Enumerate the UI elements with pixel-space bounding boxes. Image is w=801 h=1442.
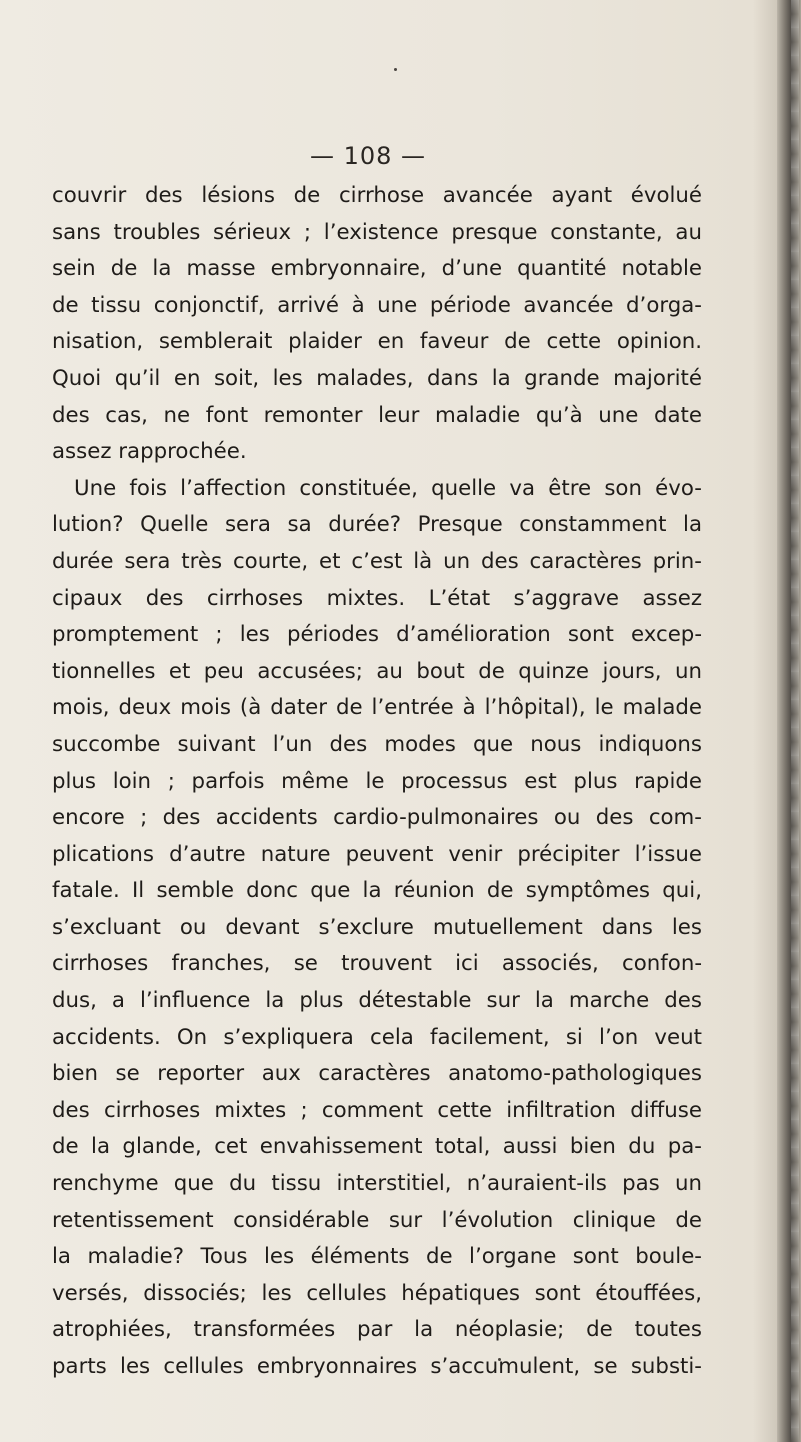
text-line: couvrir des lésions de cirrhose avancée ayant évolué [52, 183, 702, 208]
text-line: retentissement considérable sur l’évolution clinique de [52, 1207, 702, 1233]
text-line: durée sera très courte, et c’est là un des caractères prin- [52, 548, 702, 574]
text-line: atrophiées, transformées par la néoplasie; de toutes [52, 1317, 702, 1343]
text-line: cirrhoses franches, se trouvent ici associés, confon- [52, 951, 702, 977]
text-line: versés, dissociés; les cellules hépatiques sont étouffées, [52, 1280, 702, 1306]
text-line: des cirrhoses mixtes ; comment cette infiltration diffuse [52, 1097, 702, 1123]
text-line: sein de la masse embryonnaire, d’une quantité notable [52, 256, 702, 282]
paper-speck [394, 68, 397, 71]
text-line: renchyme que du tissu interstitiel, n’auraient-ils pas un [52, 1171, 702, 1197]
text-line: parts les cellules embryonnaires s’accumulent, se substi- [52, 1354, 702, 1379]
text-line: succombe suivant l’un des modes que nous indiquons [52, 731, 702, 757]
text-line: accidents. On s’expliquera cela facilement, si l’on veut [52, 1024, 702, 1050]
text-line: s’excluant ou devant s’exclure mutuellement dans les [52, 914, 702, 940]
text-line: Une fois l’affection constituée, quelle va être son évo- [74, 475, 702, 501]
page-number-header: — 108 — [309, 142, 427, 170]
text-line: sans troubles sérieux ; l’existence presque constante, au [52, 219, 702, 245]
text-line: la maladie? Tous les éléments de l’organe sont boule- [52, 1244, 702, 1270]
body-text [52, 178, 702, 1386]
text-line: cipaux des cirrhoses mixtes. L’état s’aggrave assez [52, 585, 702, 611]
book-spine-highlight [791, 0, 799, 1442]
text-line: dus, a l’influence la plus détestable sur la marche des [52, 988, 702, 1014]
text-line: encore ; des accidents cardio-pulmonaires ou des com- [52, 805, 702, 831]
text-line: mois, deux mois (à dater de l’entrée à l’hôpital), le malade [52, 695, 702, 721]
text-line: tionnelles et peu accusées; au bout de quinze jours, un [52, 658, 702, 684]
text-line: des cas, ne font remonter leur maladie qu’à une date [52, 402, 702, 428]
text-line: assez rapprochée. [52, 439, 247, 465]
text-line: promptement ; les périodes d’amélioration sont excep- [52, 622, 702, 648]
text-line: Quoi qu’il en soit, les malades, dans la grande majorité [52, 365, 702, 391]
text-line: de la glande, cet envahissement total, aussi bien du pa- [52, 1134, 702, 1160]
text-line: nisation, semblerait plaider en faveur de cette opinion. [52, 329, 702, 355]
text-line: plications d’autre nature peuvent venir précipiter l’issue [52, 841, 702, 867]
text-line: plus loin ; parfois même le processus est plus rapide [52, 768, 702, 794]
text-line: lution? Quelle sera sa durée? Presque constamment la [52, 512, 702, 538]
text-line: de tissu conjonctif, arrivé à une période avancée d’orga- [52, 292, 702, 318]
text-line: fatale. Il semble donc que la réunion de symptômes qui, [52, 878, 702, 904]
text-line: bien se reporter aux caractères anatomo-pathologiques [52, 1061, 702, 1087]
